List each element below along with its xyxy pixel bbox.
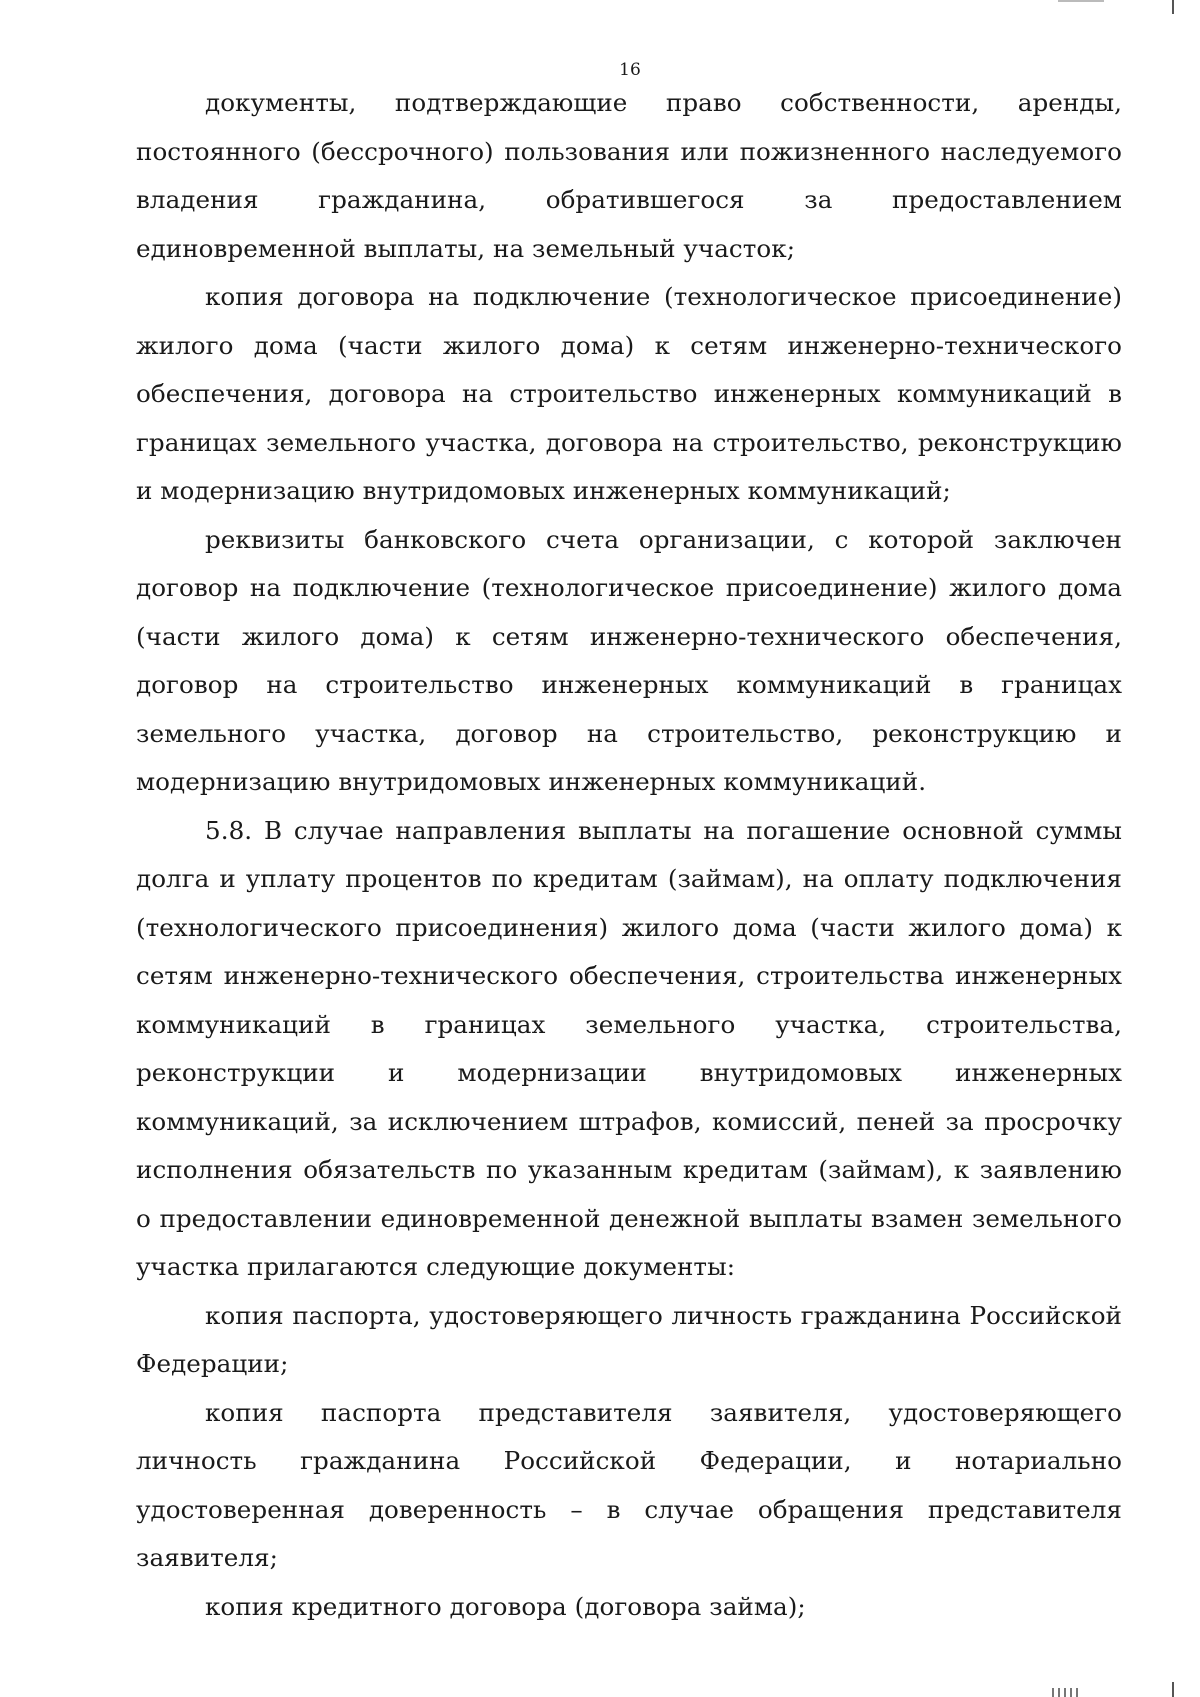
paragraph-credit-contract-copy: копия кредитного договора (договора займа); bbox=[205, 1591, 806, 1621]
paragraph-section-5-8: 5.8. В случае направления выплаты на погашение основной суммы долга и уплату процентов по кредитам (займам), на оплату подключения (технологического присоединения) жилого дома (части жилого дома) к сетям инженерно-технического обеспечения, строительства инженерных коммуникаций в границах земельного участка, строительства, реконструкции и модернизации внутридомовых инженерных коммуникаций, за исключением штрафов, комиссий, пеней за просрочку исполнения обязательств по указанным кредитам (займам), к заявлению о предоставлении единовременной денежной выплаты взамен земельного участка прилагаются следующие документы: bbox=[136, 815, 1122, 1281]
paragraph-passport-copy: копия паспорта, удостоверяющего личность гражданина Российской Федерации; bbox=[136, 1300, 1122, 1378]
paragraph-bank-details: реквизиты банковского счета организации, с которой заключен договор на подключение (технологическое присоединение) жилого дома (части жилого дома) к сетям инженерно-технического обеспечения, договор на строительство инженерных коммуникаций в границах земельного участка, договор на строительство, реконструкцию и модернизацию внутридомовых инженерных коммуникаций. bbox=[136, 524, 1122, 796]
paragraph-ownership-documents: документы, подтверждающие право собственности, аренды, постоянного (бессрочного) пользования или пожизненного наследуемого владения гражданина, обратившегося за предоставлением единовременной выплаты, на земельный участок; bbox=[136, 88, 1122, 263]
scan-edge-mark bbox=[1172, 1682, 1174, 1697]
document-body bbox=[136, 79, 1122, 1631]
scan-edge-mark bbox=[1058, 0, 1104, 2]
paragraph-connection-contract-copy: копия договора на подключение (технологическое присоединение) жилого дома (части жилого дома) к сетям инженерно-технического обеспечения, договора на строительство инженерных коммуникаций в границах земельного участка, договора на строительство, реконструкцию и модернизацию внутридомовых инженерных коммуникаций; bbox=[136, 282, 1122, 505]
scan-edge-mark bbox=[1052, 1688, 1080, 1697]
paragraph-representative-passport: копия паспорта представителя заявителя, удостоверяющего личность гражданина Российской Федерации, и нотариально удостоверенная доверенность – в случае обращения представителя заявителя; bbox=[136, 1397, 1122, 1572]
scan-edge-mark bbox=[1172, 0, 1174, 14]
page-number: 16 bbox=[619, 60, 641, 80]
